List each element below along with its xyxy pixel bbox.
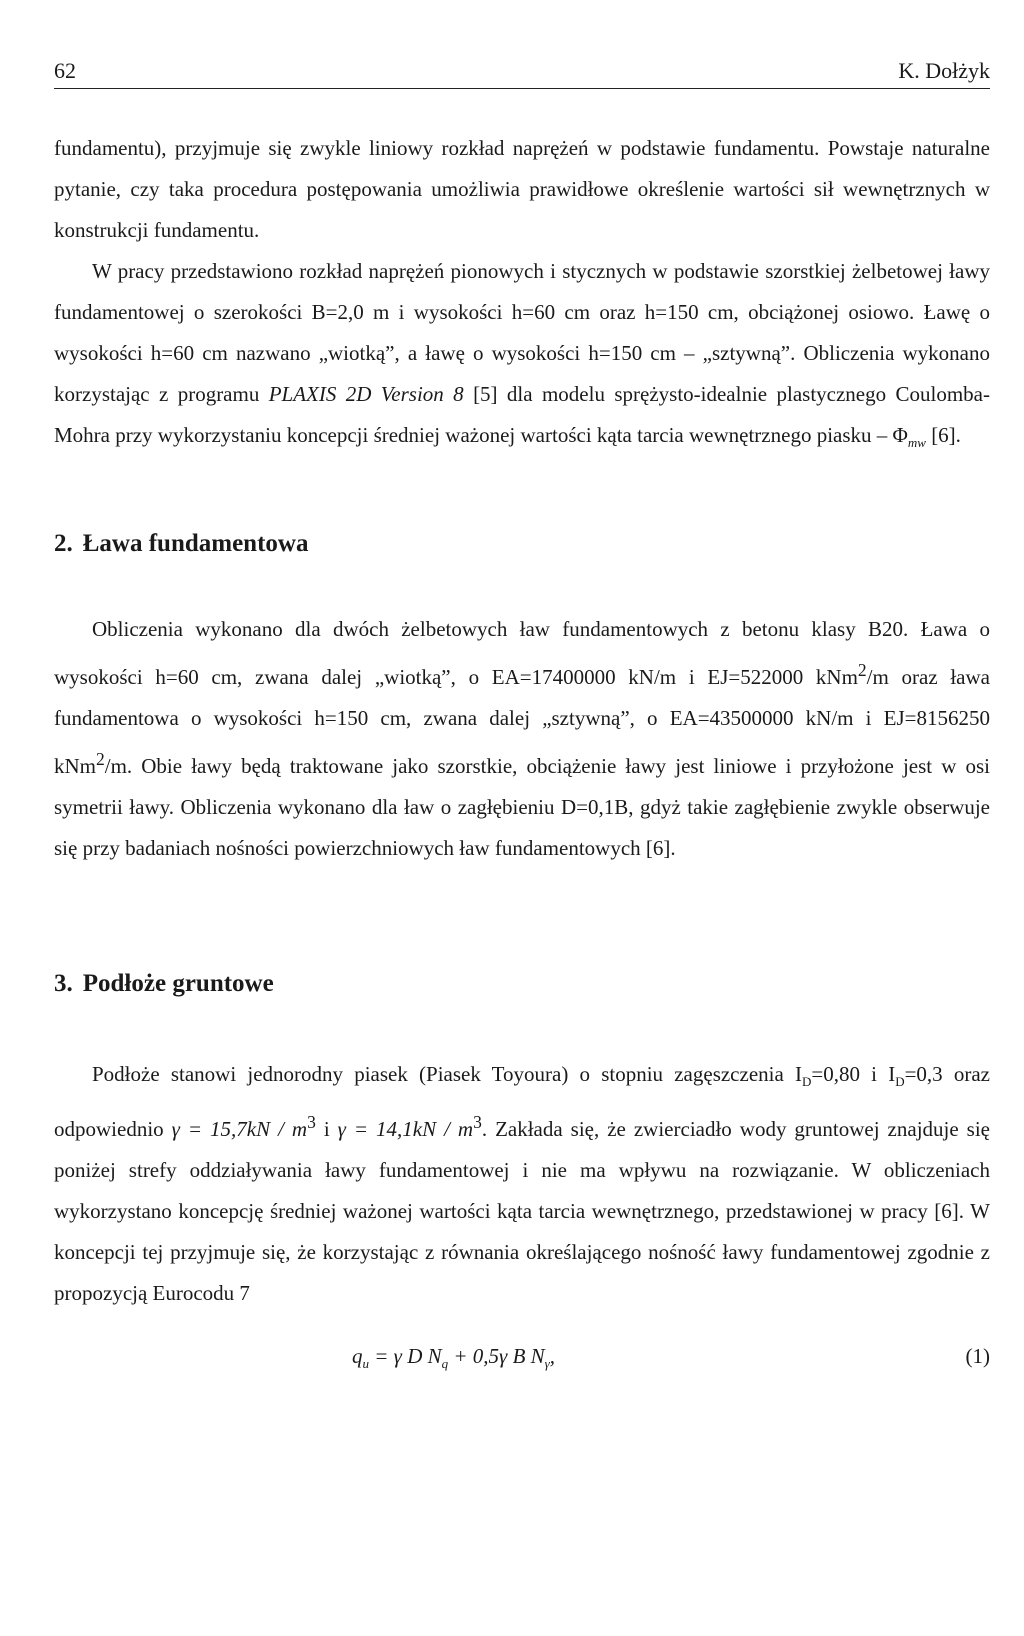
- page-number: 62: [54, 58, 76, 83]
- section-2-paragraph: Obliczenia wykonano dla dwóch żelbetowych ław fundamentowych z betonu klasy B20. Ława o wysokości h=60 cm, zwana dalej „wiotką”, o EA=17400000 kN/m i EJ=522000 kNm$^2$/m oraz ława fundamentowa o wysokości h=150 cm, zwana dalej „sztywną”, o EA=43500000 kN/m i EJ=8156250 kNm$^2$/m. Obie ławy będą traktowane jako szorstkie, obciążenie ławy jest liniowe i przyłożone jest w osi symetrii ławy. Obliczenia wykonano dla ław o zagłębieniu D=0,1B, gdyż takie zagłębienie zwykle obserwuje się przy badaniach nośności powierzchniowych ław fundamentowych [6].: [54, 617, 990, 861]
- program-name: PLAXIS 2D Version 8: [268, 382, 464, 406]
- section-2-heading: [54, 523, 990, 564]
- equation-number: (1): [965, 1344, 990, 1369]
- author-name: K. Dołżyk: [898, 58, 990, 83]
- equation-formula: $q_u = \gamma$ D $N_q + 0,5\gamma$ B $N_\gamma$,: [352, 1344, 556, 1372]
- section-3-number: 3.: [54, 970, 73, 998]
- section-3-title: Podłoże gruntowe: [82, 970, 274, 998]
- running-header: [54, 58, 990, 89]
- section-2-number: 2.: [54, 530, 73, 558]
- section-2-title: Ława fundamentowa: [82, 530, 309, 558]
- intro-paragraph-2: W pracy przedstawiono rozkład naprężeń pionowych i stycznych w podstawie szorstkiej żelbetowej ławy fundamentowej o szerokości B=2,0 m i wysokości h=60 cm oraz h=150 cm, obciążonej osiowo. Ławę o wysokości h=60 cm nazwano „wiotką”, a ławę o wysokości h=150 cm – „sztywną”. Obliczenia wykonano korzystając z programu PLAXIS 2D Version 8 [5] dla modelu sprężysto-idealnie plastycznego Coulomba-Mohra przy wykorzystaniu koncepcji średniej ważonej wartości kąta tarcia wewnętrznego piasku – $\Phi_{mw}$ [6].: [54, 259, 990, 451]
- intro-paragraph-1: fundamentu), przyjmuje się zwykle liniowy rozkład naprężeń w podstawie fundamentu. Powstaje naturalne pytanie, czy taka procedura postępowania umożliwia prawidłowe określenie wartości sił wewnętrznych w konstrukcji fundamentu.: [54, 136, 990, 242]
- section-3-heading: [54, 963, 990, 1004]
- equation-1: [54, 1336, 990, 1384]
- section-3-paragraph: Podłoże stanowi jednorodny piasek (Piasek Toyoura) o stopniu zagęszczenia $I_D=0,80$ i $I_D=0,3$ oraz odpowiednio $\gamma = 15,7kN / m^3$ i $\gamma = 14,1kN / m^3$. Zakłada się, że zwierciadło wody gruntowej znajduje się poniżej strefy oddziaływania ławy fundamentowej i nie ma wpływu na rozwiązanie. W obliczeniach wykorzystano koncepcję średniej ważonej wartości kąta tarcia wewnętrznego, przedstawionej w pracy [6]. W koncepcji tej przyjmuje się, że korzystając z równania określającego nośność ławy fundamentowej zgodnie z propozycją Eurocodu 7: [54, 1062, 990, 1306]
- body-text: [54, 128, 990, 1385]
